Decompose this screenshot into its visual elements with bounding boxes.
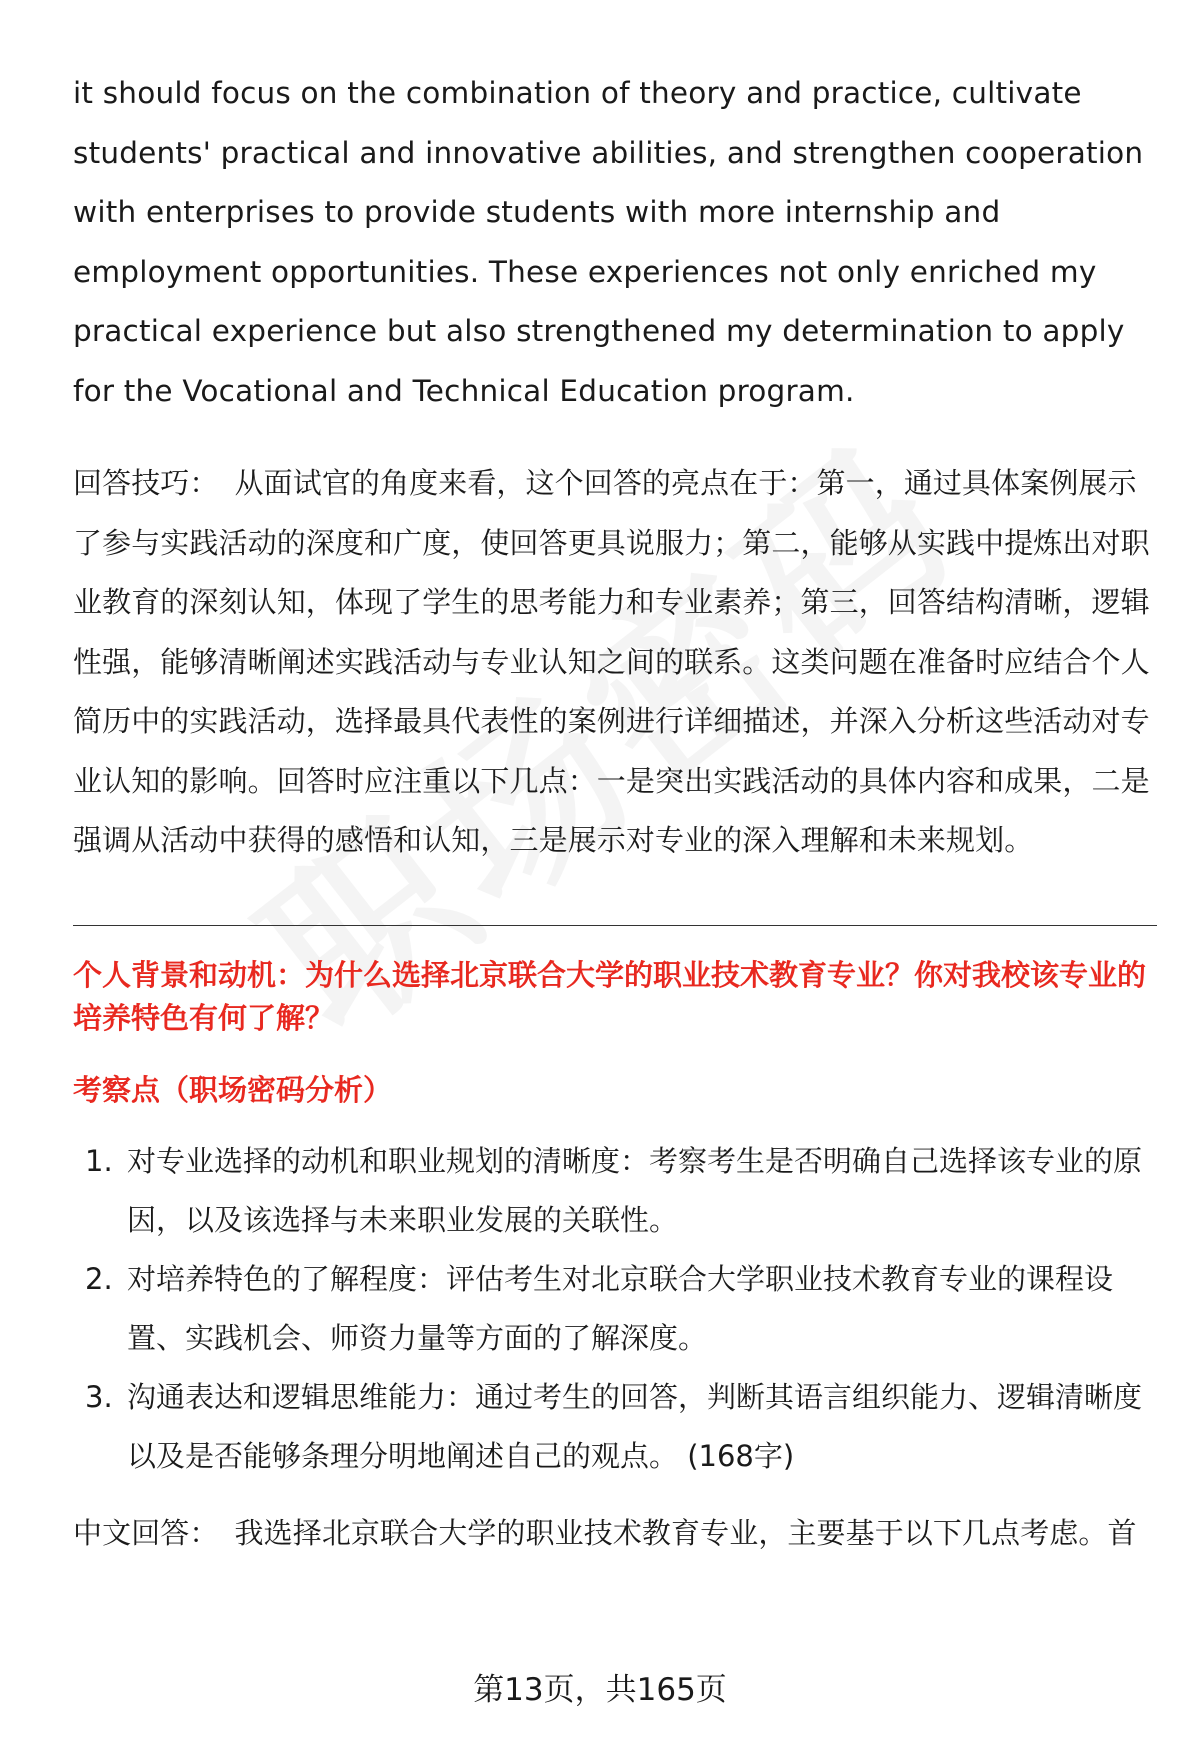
list-item-text: 沟通表达和逻辑思维能力：通过考生的回答，判断其语言组织能力、逻辑清晰度以及是否能够条理分明地阐述自己的观点。 (168字) (127, 1379, 1143, 1473)
list-item (73, 1250, 1157, 1368)
list-item-number: 1. (85, 1143, 113, 1178)
list-item-number: 2. (85, 1261, 113, 1296)
tips-label: 回答技巧： (73, 466, 219, 500)
english-paragraph: it should focus on the combination of theory and practice, cultivate students' practical and innovative abilities, and strengthen cooperation with enterprises to provide students with more internship and employment opportunities. These experiences not only enriched my practical experience but also strengthened my determination to apply for the Vocational and Technical Education program. (73, 76, 1144, 408)
list-item-text: 对专业选择的动机和职业规划的清晰度：考察考生是否明确自己选择该专业的原因，以及该选择与未来职业发展的关联性。 (127, 1143, 1143, 1237)
section-divider (73, 925, 1157, 926)
list-item (73, 1132, 1157, 1250)
list-item-number: 3. (85, 1379, 113, 1414)
tips-paragraph (73, 454, 1157, 871)
assessment-list (73, 1132, 1157, 1486)
answer-text: 我选择北京联合大学的职业技术教育专业，主要基于以下几点考虑。首 (234, 1515, 1137, 1550)
answer-label: 中文回答： (73, 1515, 219, 1550)
list-item (73, 1368, 1157, 1486)
question-title: 个人背景和动机：为什么选择北京联合大学的职业技术教育专业？你对我校该专业的培养特色有何了解？ (73, 957, 1147, 1035)
list-item-text: 对培养特色的了解程度：评估考生对北京联合大学职业技术教育专业的课程设置、实践机会、师资力量等方面的了解深度。 (127, 1261, 1114, 1355)
document-page (73, 64, 1157, 1563)
assessment-title: 考察点（职场密码分析） (73, 1072, 393, 1107)
answer-paragraph (73, 1504, 1157, 1564)
tips-text: 从面试官的角度来看，这个回答的亮点在于：第一，通过具体案例展示了参与实践活动的深度和广度，使回答更具说服力；第二，能够从实践中提炼出对职业教育的深刻认知，体现了学生的思考能力和专业素养；第三，回答结构清晰，逻辑性强，能够清晰阐述实践活动与专业认知之间的联系。这类问题在准备时应结合个人简历中的实践活动，选择最具代表性的案例进行详细描述，并深入分析这些活动对专业认知的影响。回答时应注重以下几点：一是突出实践活动的具体内容和成果，二是强调从活动中获得的感悟和认知，三是展示对专业的深入理解和未来规划。 (73, 466, 1150, 857)
page-number: 第13页，共165页 (473, 1672, 727, 1708)
